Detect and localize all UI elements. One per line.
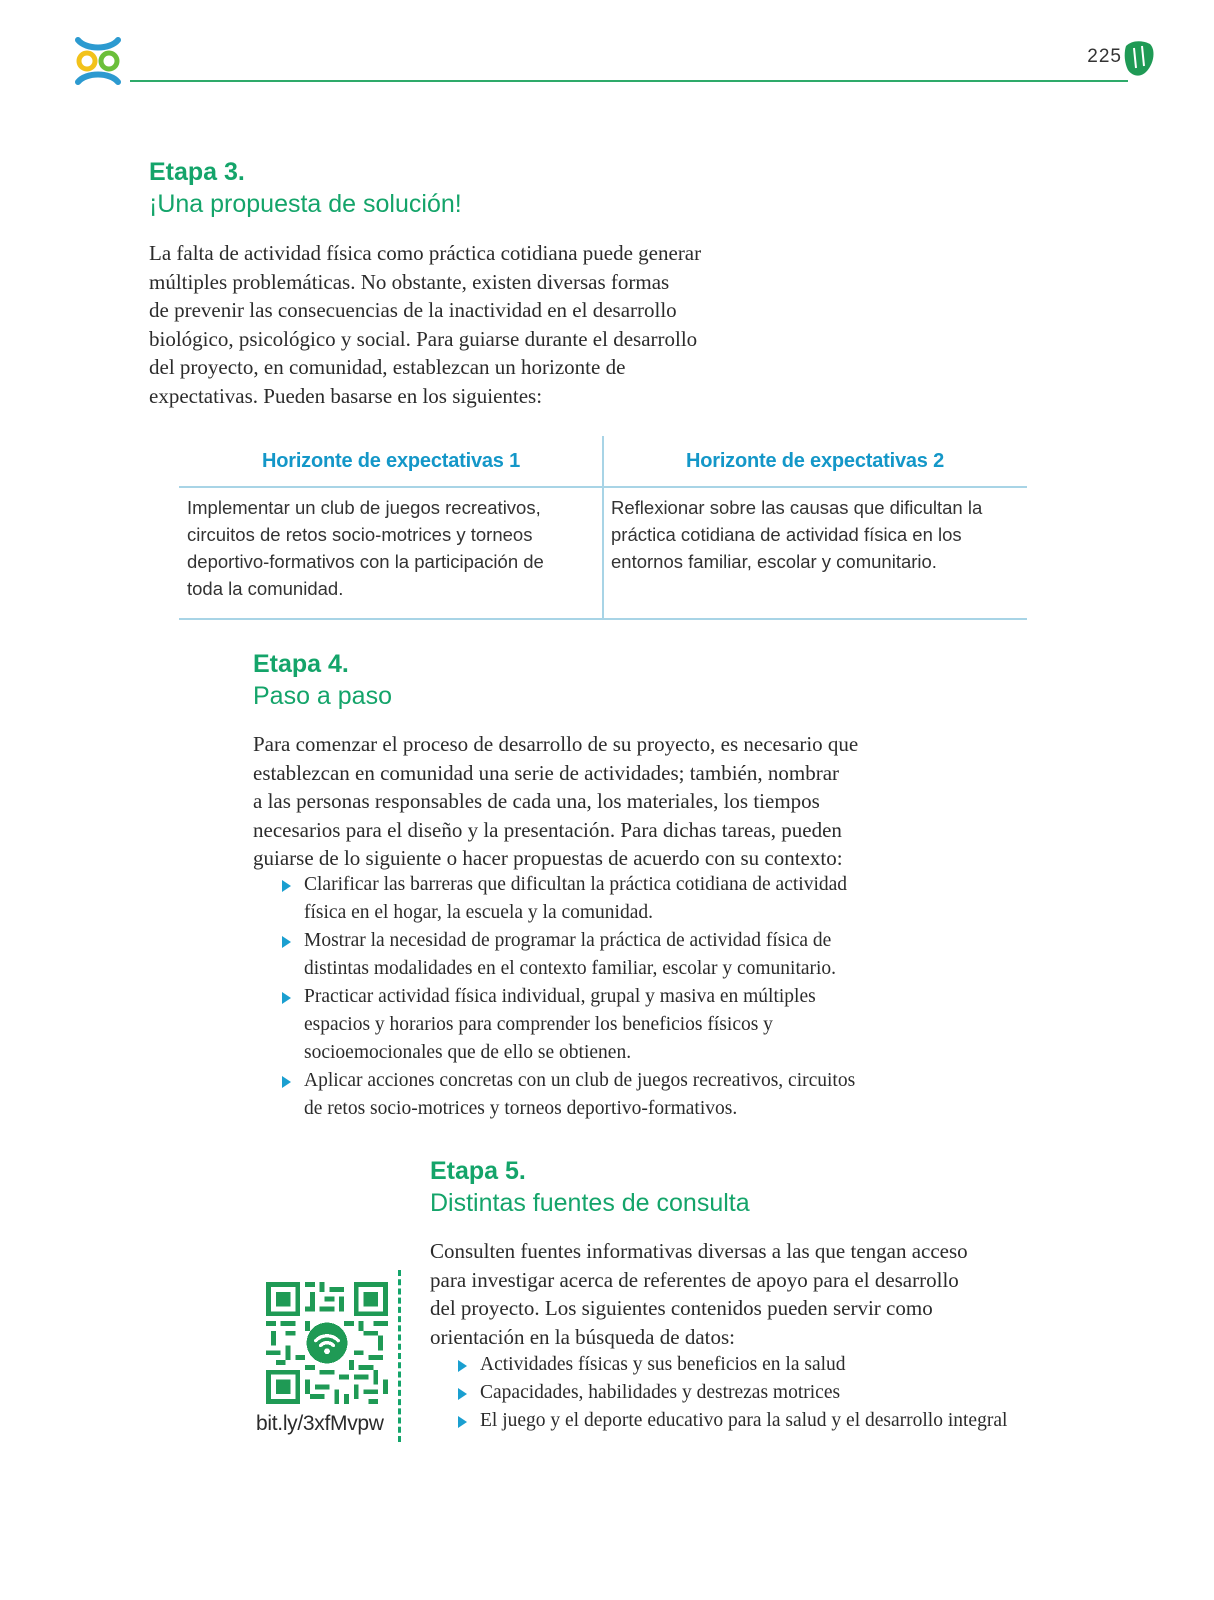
paragraph-line: guiarse de lo siguiente o hacer propuestas de acuerdo con su contexto: <box>253 846 843 870</box>
list-item-line: Actividades físicas y sus beneficios en la salud <box>480 1354 846 1375</box>
cell-line: práctica cotidiana de actividad física en los <box>611 524 962 545</box>
header-rule <box>130 80 1128 82</box>
etapa3-number: Etapa 3. <box>149 158 245 186</box>
cell-line: toda la comunidad. <box>187 578 344 599</box>
list-item <box>455 1379 1135 1407</box>
paragraph-line: de prevenir las consecuencias de la inactividad en el desarrollo <box>149 298 677 322</box>
list-item-line: física en el hogar, la escuela y la comunidad. <box>304 902 653 923</box>
bullet-triangle-icon <box>458 1416 467 1428</box>
paragraph-line: del proyecto. Los siguientes contenidos pueden servir como <box>430 1296 933 1320</box>
cell-line: Reflexionar sobre las causas que dificultan la <box>611 497 983 518</box>
list-item <box>279 871 939 927</box>
paragraph-line: Para comenzar el proceso de desarrollo de su proyecto, es necesario que <box>253 732 859 756</box>
page-number: 225 <box>1087 46 1122 67</box>
table-cell <box>187 494 587 602</box>
paragraph-line: necesarios para el diseño y la presentación. Para dichas tareas, pueden <box>253 817 842 842</box>
etapa5-heading <box>430 1155 750 1219</box>
list-item <box>455 1351 1135 1379</box>
list-item-line: de retos socio-motrices y torneos deportivo-formativos. <box>304 1098 738 1119</box>
table-cell <box>611 494 1011 575</box>
list-item-line: Clarificar las barreras que dificultan la práctica cotidiana de actividad <box>304 874 848 895</box>
list-item-line: El juego y el deporte educativo para la salud y el desarrollo integral <box>480 1410 1008 1431</box>
table-header: Horizonte de expectativas 2 <box>685 450 945 472</box>
etapa3-title: ¡Una propuesta de solución! <box>149 190 462 218</box>
list-item-line: Practicar actividad física individual, grupal y masiva en múltiples <box>304 986 816 1007</box>
list-item-line: socioemocionales que de ello se obtienen. <box>304 1042 632 1063</box>
bullet-triangle-icon <box>282 992 291 1004</box>
list-item <box>279 983 939 1067</box>
paragraph-line: expectativas. Pueden basarse en los siguientes: <box>149 383 543 408</box>
paragraph-line: del proyecto, en comunidad, establezcan un horizonte de <box>149 355 626 379</box>
paragraph-line: para investigar acerca de referentes de apoyo para el desarrollo <box>430 1267 959 1292</box>
table-column <box>603 436 1027 620</box>
etapa5-paragraph <box>430 1237 1090 1351</box>
bullet-triangle-icon <box>282 936 291 948</box>
qr-code-icon[interactable] <box>266 1282 388 1404</box>
list-item-line: Capacidades, habilidades y destrezas motrices <box>480 1382 841 1403</box>
etapa5-title: Distintas fuentes de consulta <box>430 1189 750 1217</box>
etapa5-bullet-list <box>455 1351 1135 1435</box>
bullet-triangle-icon <box>282 1076 291 1088</box>
cell-line: Implementar un club de juegos recreativos, <box>187 497 541 518</box>
list-item <box>279 1067 939 1123</box>
cell-line: circuitos de retos socio-motrices y torneos <box>187 524 533 545</box>
paragraph-line: a las personas responsables de cada una, los materiales, los tiempos <box>253 789 820 813</box>
list-item-line: Mostrar la necesidad de programar la práctica de actividad física de <box>304 930 832 951</box>
list-item <box>455 1407 1135 1435</box>
table-header: Horizonte de expectativas 1 <box>261 450 521 472</box>
etapa4-bullet-list <box>279 871 939 1123</box>
etapa4-paragraph <box>253 730 953 873</box>
cell-line: entornos familiar, escolar y comunitario. <box>611 551 937 572</box>
list-item <box>279 927 939 983</box>
table-column <box>179 436 603 620</box>
etapa5-number: Etapa 5. <box>430 1157 526 1185</box>
list-item-line: Aplicar acciones concretas con un club de juegos recreativos, circuitos <box>304 1070 856 1091</box>
etapa4-title: Paso a paso <box>253 682 392 710</box>
bullet-triangle-icon <box>282 880 291 892</box>
paragraph-line: orientación en la búsqueda de datos: <box>430 1324 735 1349</box>
list-item-line: espacios y horarios para comprender los beneficios físicos y <box>304 1014 773 1035</box>
cell-line: deportivo-formativos con la participación de <box>187 551 544 572</box>
paragraph-line: Consulten fuentes informativas diversas a las que tengan acceso <box>430 1239 968 1263</box>
program-logo-icon <box>72 36 124 86</box>
qr-short-link[interactable]: bit.ly/3xfMvpw <box>256 1412 384 1435</box>
bullet-triangle-icon <box>458 1360 467 1372</box>
paragraph-line: biológico, psicológico y social. Para guiarse durante el desarrollo <box>149 326 698 351</box>
etapa4-number: Etapa 4. <box>253 650 349 678</box>
list-item-line: distintas modalidades en el contexto familiar, escolar y comunitario. <box>304 958 837 979</box>
dashed-divider <box>398 1270 401 1442</box>
paragraph-line: La falta de actividad física como práctica cotidiana puede generar <box>149 241 702 265</box>
green-leaf-icon <box>1122 38 1156 78</box>
paragraph-line: múltiples problemáticas. No obstante, existen diversas formas <box>149 269 670 294</box>
expectations-table <box>179 436 1027 620</box>
paragraph-line: establezcan en comunidad una serie de actividades; también, nombrar <box>253 760 840 785</box>
etapa3-paragraph <box>149 239 789 410</box>
bullet-triangle-icon <box>458 1388 467 1400</box>
etapa3-heading <box>149 156 462 220</box>
etapa4-heading <box>253 648 392 712</box>
